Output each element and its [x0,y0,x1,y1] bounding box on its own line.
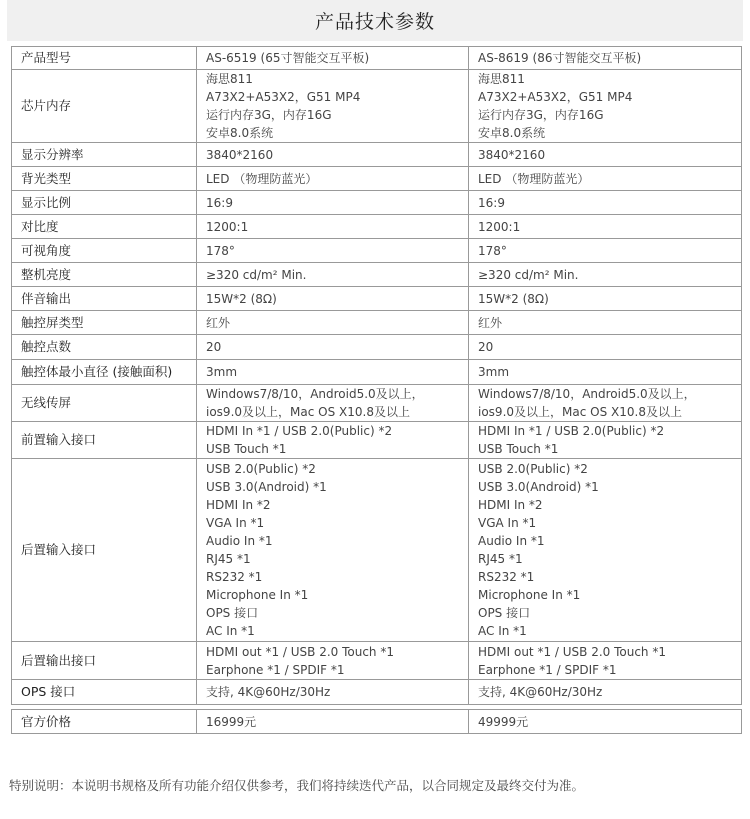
spec-value-as6519 [197,680,469,705]
spec-value-as6519 [197,459,469,642]
spec-value-line: HDMI out *1 / USB 2.0 Touch *1 [206,644,394,659]
spec-value-as6519 [197,143,469,167]
spec-label: 显示分辨率 [12,143,197,167]
spec-label: 无线传屏 [12,385,197,422]
spec-value-as8619 [469,680,742,705]
spec-value-line: ≥320 cd/m² Min. [478,267,579,282]
spec-value-as8619 [469,422,742,459]
spec-value-line: HDMI In *1 / USB 2.0(Public) *2 [478,424,665,438]
spec-row [12,47,742,70]
spec-value-line: 20 [206,340,222,354]
spec-row [12,459,742,642]
spec-value-line: Windows7/8/10，Android5.0及以上， [478,387,696,401]
spec-value-line: Audio In *1 [478,534,545,548]
spec-table-body [12,47,742,734]
spec-value-line: USB Touch *1 [206,442,287,456]
spec-label: 后置输出接口 [12,642,197,680]
spec-value-line: USB 2.0(Public) *2 [478,462,588,476]
spec-value-as8619 [469,70,742,143]
spec-value-line: AC In *1 [478,624,527,638]
spec-row [12,239,742,263]
spec-value-as8619 [469,263,742,287]
spec-label: 伴音输出 [12,287,197,311]
price-row [12,710,742,734]
spec-label: 触控点数 [12,335,197,360]
spec-value-line: 红外 [478,315,503,330]
spec-value-line: 3840*2160 [206,147,274,162]
price-value-as8619: 49999元 [469,710,742,734]
spec-row [12,70,742,143]
spec-value-as8619 [469,143,742,167]
spec-value-line: Audio In *1 [206,534,273,548]
spec-value-as6519 [197,263,469,287]
spec-value-as6519 [197,70,469,143]
spec-value-line: VGA In *1 [478,516,537,530]
spec-row [12,215,742,239]
spec-value-line: 1200:1 [478,219,521,234]
spec-row [12,143,742,167]
title-banner [7,0,743,41]
spec-value-as8619 [469,642,742,680]
spec-value-line: RJ45 *1 [206,552,251,566]
spec-value-as8619 [469,239,742,263]
spec-value-as6519 [197,422,469,459]
spec-value-line: 支持, 4K@60Hz/30Hz [206,685,331,699]
spec-value-line: LED （物理防蓝光） [478,171,590,186]
spec-value-line: HDMI out *1 / USB 2.0 Touch *1 [478,644,666,659]
spec-value-line: AS-8619 (86寸智能交互平板) [478,51,642,65]
spec-value-as6519 [197,642,469,680]
spec-value-as8619 [469,287,742,311]
spec-value-as8619 [469,167,742,191]
spec-value-line: A73X2+A53X2，G51 MP4 [206,90,361,104]
spec-row [12,360,742,385]
spec-value-line: 支持, 4K@60Hz/30Hz [478,685,603,699]
spec-label: 可视角度 [12,239,197,263]
price-value-as6519: 16999元 [197,710,469,734]
spec-value-line: USB 3.0(Android) *1 [206,480,327,494]
spec-value-as8619 [469,335,742,360]
spec-row [12,263,742,287]
spec-value-line: VGA In *1 [206,516,265,530]
spec-value-as8619 [469,385,742,422]
spec-value-line: HDMI In *1 / USB 2.0(Public) *2 [206,424,393,438]
spec-value-line: 海思811 [478,72,525,86]
spec-row [12,385,742,422]
spec-value-line: RS232 *1 [478,570,535,584]
spec-value-line: LED （物理防蓝光） [206,171,318,186]
spec-value-as6519 [197,167,469,191]
spec-value-line: HDMI In *2 [206,498,271,512]
spec-value-line: Earphone *1 / SPDIF *1 [206,662,345,677]
spec-value-as6519 [197,191,469,215]
spec-row [12,311,742,335]
spec-value-as6519 [197,239,469,263]
spec-value-line: OPS 接口 [206,606,259,620]
spec-value-line: 178° [478,243,507,258]
spec-value-line: 15W*2 (8Ω) [206,291,277,306]
spec-row [12,167,742,191]
spec-value-as6519 [197,360,469,385]
spec-value-as8619 [469,311,742,335]
spec-value-as8619 [469,47,742,70]
spec-value-line: RS232 *1 [206,570,263,584]
spec-value-line: USB 2.0(Public) *2 [206,462,316,476]
spec-value-as8619 [469,191,742,215]
spec-value-line: 16:9 [478,195,505,210]
spec-value-line: 3840*2160 [478,147,546,162]
spec-label: 前置输入接口 [12,422,197,459]
spec-value-line: OPS 接口 [478,606,531,620]
spec-value-line: RJ45 *1 [478,552,523,566]
spec-value-line: ios9.0及以上，Mac OS X10.8及以上 [478,405,682,419]
spec-value-as8619 [469,360,742,385]
spec-value-line: AC In *1 [206,624,255,638]
spec-value-line: ≥320 cd/m² Min. [206,267,307,282]
spec-row [12,642,742,680]
spec-value-line: 1200:1 [206,219,249,234]
spec-label: 显示比例 [12,191,197,215]
spec-row [12,287,742,311]
spec-label: 整机亮度 [12,263,197,287]
spec-value-line: Microphone In *1 [478,588,581,602]
spec-row [12,191,742,215]
spec-label: 产品型号 [12,47,197,70]
spec-value-line: 安卓8.0系统 [478,126,546,140]
spec-value-line: 海思811 [206,72,253,86]
spec-table [11,46,742,734]
spec-value-line: 20 [478,340,494,354]
spec-value-as6519 [197,215,469,239]
spec-value-line: Windows7/8/10，Android5.0及以上， [206,387,424,401]
spec-value-as6519 [197,287,469,311]
spec-value-line: AS-6519 (65寸智能交互平板) [206,51,370,65]
spec-value-line: USB 3.0(Android) *1 [478,480,599,494]
spec-value-line: A73X2+A53X2，G51 MP4 [478,90,633,104]
spec-label: 芯片内存 [12,70,197,143]
spec-value-line: Microphone In *1 [206,588,309,602]
spec-value-as6519 [197,311,469,335]
spec-value-line: 3mm [478,365,510,379]
spec-value-line: Earphone *1 / SPDIF *1 [478,662,617,677]
spec-value-line: 178° [206,243,235,258]
spec-value-line: 16:9 [206,195,233,210]
spec-value-as8619 [469,215,742,239]
spec-value-line: 运行内存3G，内存16G [478,108,604,122]
spec-value-line: 红外 [206,315,231,330]
spec-label: 触控体最小直径 (接触面积) [12,360,197,385]
page-title: 产品技术参数 [314,11,435,33]
price-label: 官方价格 [12,710,197,734]
spec-value-as8619 [469,459,742,642]
spec-value-as6519 [197,335,469,360]
spec-value-line: 15W*2 (8Ω) [478,291,549,306]
spec-value-line: 安卓8.0系统 [206,126,274,140]
spec-value-line: USB Touch *1 [478,442,559,456]
spec-row [12,422,742,459]
spec-label: 对比度 [12,215,197,239]
spec-value-line: ios9.0及以上，Mac OS X10.8及以上 [206,405,410,419]
spec-row [12,335,742,360]
spec-value-as6519 [197,47,469,70]
spec-value-line: 3mm [206,365,238,379]
spec-label: OPS 接口 [12,680,197,705]
spec-label: 背光类型 [12,167,197,191]
spec-value-line: 运行内存3G，内存16G [206,108,332,122]
spec-value-line: HDMI In *2 [478,498,543,512]
disclaimer-note: 特别说明：本说明书规格及所有功能介绍仅供参考，我们将持续迭代产品，以合同规定及最终交付为准。 [9,778,585,793]
spec-label: 后置输入接口 [12,459,197,642]
spec-value-as6519 [197,385,469,422]
spec-row [12,680,742,705]
spec-label: 触控屏类型 [12,311,197,335]
